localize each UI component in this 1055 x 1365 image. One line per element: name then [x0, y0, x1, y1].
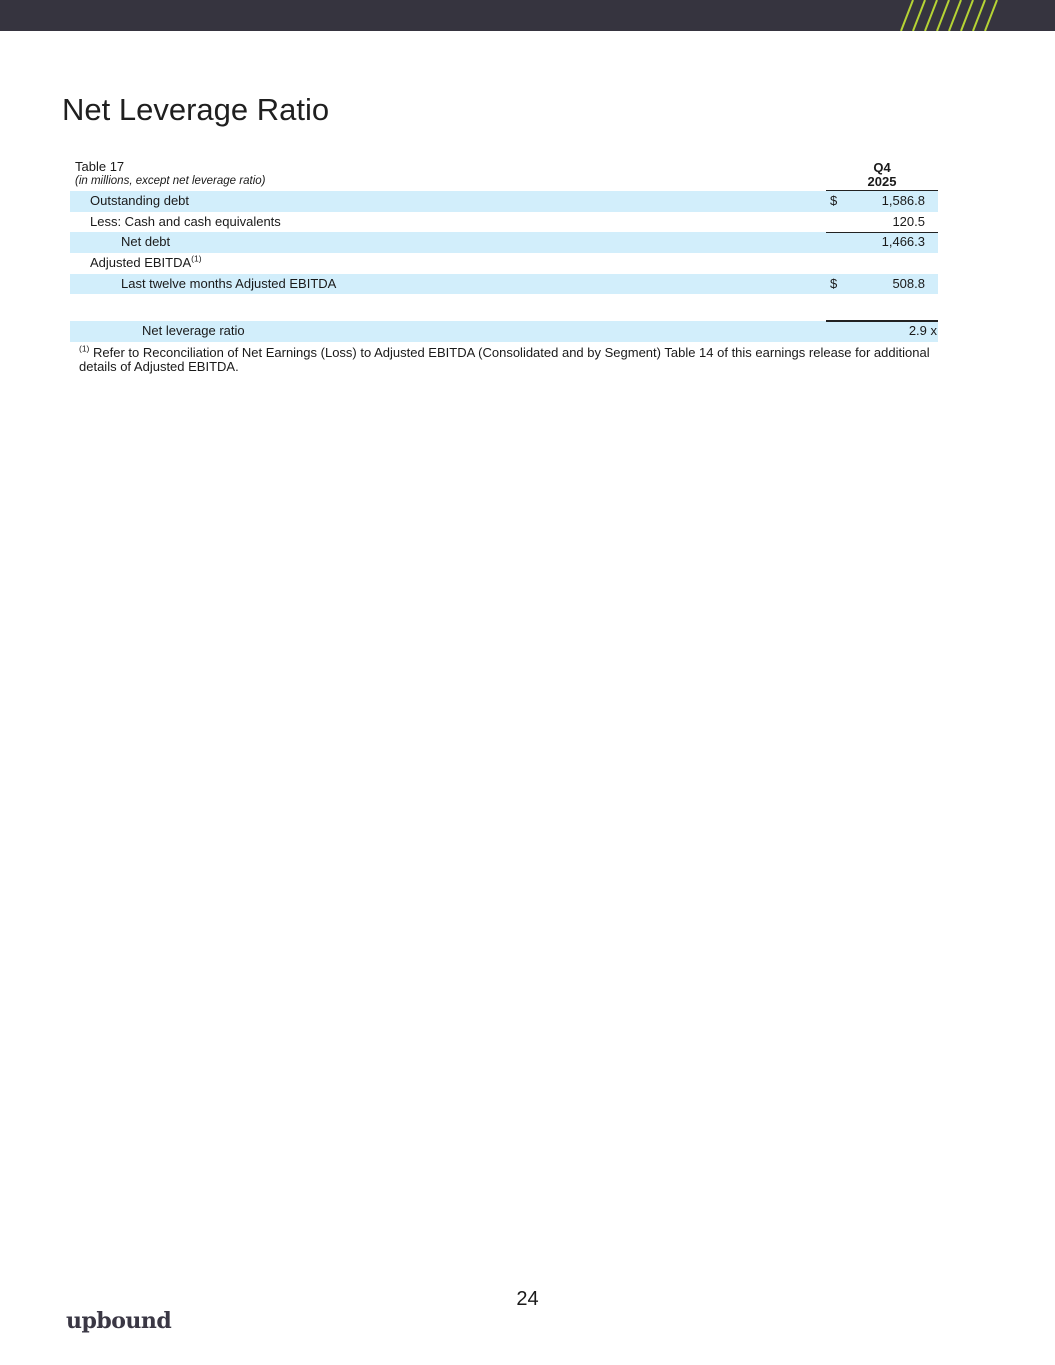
- column-header-q4-2025: [826, 161, 938, 189]
- row-value: 120.5: [892, 213, 925, 229]
- row-value: 1,586.8: [881, 193, 925, 208]
- row-value: 508.8: [892, 275, 925, 291]
- page-number: 24: [516, 1288, 539, 1310]
- row-currency: $: [830, 275, 838, 291]
- net-leverage-table: [70, 157, 938, 342]
- brand-logo: upbound: [66, 1308, 172, 1334]
- row-value: 2.9 x: [908, 323, 937, 339]
- column-header-year: 2025: [867, 174, 897, 189]
- footnote: [79, 343, 939, 374]
- table-row-adjusted-ebitda: [70, 253, 938, 274]
- table-label: Table 17: [75, 159, 125, 174]
- footnote-text: Refer to Reconciliation of Net Earnings (Loss) to Adjusted EBITDA (Consolidated and by Segment) Table 14 of this earnings release for additional details of Adjusted EBITDA.: [79, 345, 930, 374]
- stripes-decoration-icon: [895, 0, 1007, 31]
- top-banner: [0, 0, 1055, 31]
- row-label: Last twelve months Adjusted EBITDA: [121, 275, 337, 291]
- row-label: [90, 253, 202, 274]
- footnote-marker: (1): [79, 343, 90, 354]
- column-header-quarter: Q4: [873, 160, 891, 175]
- table-row-cash: [70, 212, 938, 233]
- table-header: [70, 157, 938, 191]
- table-subtitle: (in millions, except net leverage ratio): [75, 175, 266, 187]
- row-label: Net leverage ratio: [142, 323, 245, 339]
- table-row-ltm-ebitda: [70, 274, 938, 295]
- table-row-net-leverage-ratio: [70, 321, 938, 342]
- row-label: Net debt: [121, 234, 171, 250]
- table-spacer: [70, 294, 938, 321]
- row-label: Less: Cash and cash equivalents: [90, 213, 281, 229]
- row-value: 1,466.3: [881, 234, 925, 250]
- table-row-outstanding-debt: [70, 191, 938, 212]
- footnote-ref: (1): [191, 253, 202, 264]
- row-label-text: Adjusted EBITDA: [90, 255, 192, 271]
- table-row-net-debt: [70, 232, 938, 253]
- page-title: Net Leverage Ratio: [62, 92, 330, 127]
- row-currency: $: [830, 193, 838, 208]
- row-label: Outstanding debt: [90, 193, 190, 208]
